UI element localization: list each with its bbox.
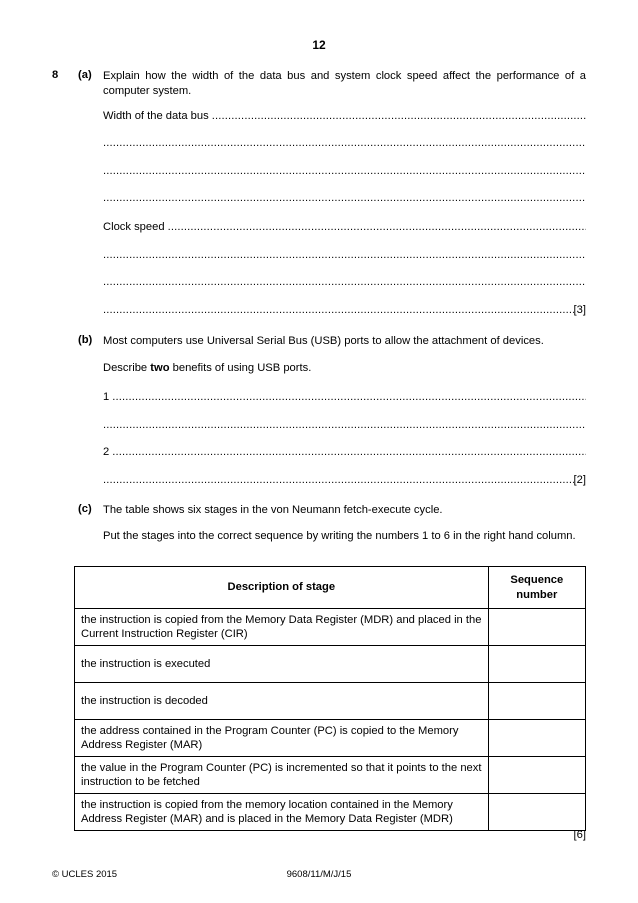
dotted-line	[112, 391, 586, 403]
page-number: 12	[312, 38, 326, 52]
table-row	[75, 609, 586, 646]
dotted-line	[112, 446, 586, 458]
dotted-line	[168, 221, 586, 233]
dotted-line	[103, 192, 586, 204]
answer-line-data-bus[interactable]	[103, 110, 586, 125]
answer-line[interactable]	[103, 165, 586, 180]
question-number: 8	[52, 69, 59, 81]
sequence-number-cell[interactable]	[488, 609, 585, 646]
sequence-number-cell[interactable]	[488, 794, 585, 831]
dotted-line	[103, 165, 586, 177]
footer-paper-code: 9608/11/M/J/15	[286, 869, 352, 880]
part-a-label: (a)	[78, 69, 92, 81]
sequence-number-cell[interactable]	[488, 720, 585, 757]
answer-line-benefit-2[interactable]	[103, 446, 586, 461]
part-c-question-text: The table shows six stages in the von Neumann fetch-execute cycle.	[103, 504, 443, 516]
dotted-line	[103, 474, 574, 486]
dotted-line	[103, 249, 586, 261]
table-row	[75, 646, 586, 683]
benefit-number-1: 1	[103, 391, 110, 403]
table-row	[75, 720, 586, 757]
table-header-row	[75, 567, 586, 609]
answer-line[interactable]	[103, 419, 586, 434]
dotted-line	[103, 304, 574, 316]
footer-copyright: © UCLES 2015	[52, 869, 118, 880]
part-c-instruction: Put the stages into the correct sequence by writing the numbers 1 to 6 in the right hand column.	[103, 530, 576, 542]
answer-label-data-bus: Width of the data bus	[103, 110, 209, 122]
table-row	[75, 757, 586, 794]
answer-label-clock-speed: Clock speed	[103, 221, 165, 233]
answer-line[interactable]	[103, 192, 586, 207]
instruction-post: benefits of using USB ports.	[169, 362, 312, 374]
stage-description: the address contained in the Program Counter (PC) is copied to the Memory Address Register (MAR)	[75, 720, 489, 757]
sequence-number-cell[interactable]	[488, 683, 585, 720]
table-row	[75, 794, 586, 831]
answer-line-clock-speed[interactable]	[103, 221, 586, 236]
answer-line[interactable]	[103, 276, 586, 291]
part-a-marks: [3]	[573, 304, 586, 316]
header-sequence: Sequence number	[488, 567, 585, 609]
answer-line-with-marks[interactable]	[103, 304, 586, 319]
answer-line-benefit-1[interactable]	[103, 391, 586, 406]
dotted-line	[103, 419, 586, 431]
part-b-question-text: Most computers use Universal Serial Bus (USB) ports to allow the attachment of devices.	[103, 335, 544, 347]
dotted-line	[103, 137, 586, 149]
part-b-marks: [2]	[573, 474, 586, 486]
sequence-number-cell[interactable]	[488, 757, 585, 794]
stages-table	[74, 566, 586, 831]
stage-description: the instruction is copied from the memory location contained in the Memory Address Register (MAR) and is placed in the Memory Data Register (MDR)	[75, 794, 489, 831]
stage-description: the instruction is copied from the Memory Data Register (MDR) and placed in the Current Instruction Register (CIR)	[75, 609, 489, 646]
stage-description: the instruction is executed	[75, 646, 489, 683]
answer-line[interactable]	[103, 249, 586, 264]
header-description: Description of stage	[75, 567, 489, 609]
part-b-instruction	[103, 361, 586, 376]
part-c-label: (c)	[78, 503, 92, 515]
table-row	[75, 683, 586, 720]
part-a-question-text: Explain how the width of the data bus and system clock speed affect the performance of a computer system.	[103, 70, 586, 97]
instruction-pre: Describe	[103, 362, 151, 374]
answer-line[interactable]	[103, 137, 586, 152]
dotted-line	[212, 110, 586, 122]
benefit-number-2: 2	[103, 446, 110, 458]
dotted-line	[103, 276, 586, 288]
answer-line-with-marks[interactable]	[103, 474, 586, 489]
part-b-label: (b)	[78, 334, 93, 346]
instruction-bold: two	[150, 362, 170, 374]
stage-description: the instruction is decoded	[75, 683, 489, 720]
part-c-marks: [6]	[573, 829, 586, 841]
stage-description: the value in the Program Counter (PC) is incremented so that it points to the next instruction to be fetched	[75, 757, 489, 794]
sequence-number-cell[interactable]	[488, 646, 585, 683]
